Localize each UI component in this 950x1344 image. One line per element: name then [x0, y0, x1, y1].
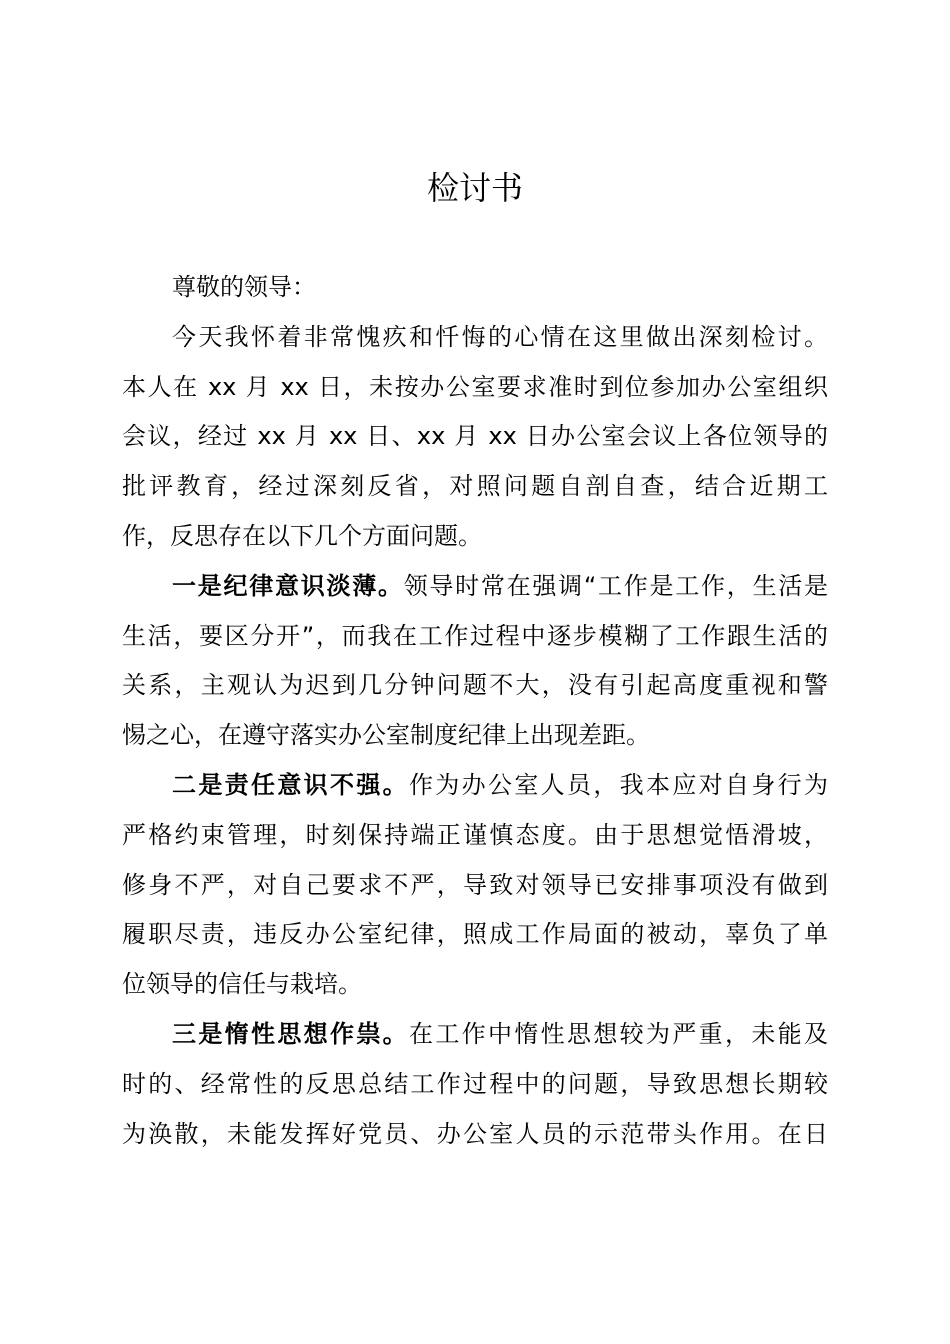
paragraph-line — [122, 313, 828, 363]
line-text: 时的、经常性的反思总结工作过程中的问题，导致思想长期较 — [122, 1069, 828, 1098]
paragraph-line — [122, 612, 828, 662]
paragraph-line — [122, 462, 828, 512]
paragraph-lead: 二是责任意识不强。 — [172, 770, 409, 799]
line-text: 在工作中惰性思想较为严重，未能及 — [409, 1019, 828, 1048]
document-title: 检讨书 — [426, 169, 523, 207]
paragraph-line — [122, 562, 828, 612]
paragraph-lead: 一是纪律意识淡薄。 — [172, 571, 404, 600]
line-text: 严格约束管理，时刻保持端正谨慎态度。由于思想觉悟滑坡， — [122, 820, 828, 849]
paragraph-line — [122, 960, 828, 1010]
paragraph-line — [122, 1010, 828, 1060]
paragraph-line — [122, 861, 828, 911]
line-text: 关系，主观认为迟到几分钟问题不大，没有引起高度重视和警 — [122, 671, 828, 700]
paragraph-lead: 三是惰性思想作祟。 — [172, 1019, 409, 1048]
line-text: 惕之心，在遵守落实办公室制度纪律上出现差距。 — [122, 721, 650, 750]
document-body — [122, 263, 828, 1159]
line-text: 作，反思存在以下几个方面问题。 — [122, 521, 482, 550]
line-text: 履职尽责，违反办公室纪律，照成工作局面的被动，辜负了单 — [122, 920, 828, 949]
paragraph-line — [122, 412, 828, 462]
paragraph-line — [122, 363, 828, 413]
paragraph-line — [122, 711, 828, 761]
line-text: 本人在 xx 月 xx 日，未按办公室要求准时到位参加办公室组织 — [122, 372, 828, 401]
line-text: 为涣散，未能发挥好党员、办公室人员的示范带头作用。在日 — [122, 1119, 828, 1148]
paragraph-line — [122, 512, 828, 562]
paragraph — [122, 761, 828, 1010]
paragraph-line — [122, 910, 828, 960]
paragraph — [122, 1010, 828, 1159]
line-text: 位领导的信任与栽培。 — [122, 970, 362, 999]
line-text: 领导时常在强调“工作是工作，生活是 — [403, 571, 828, 600]
paragraph — [122, 562, 828, 761]
line-text: 今天我怀着非常愧疚和忏悔的心情在这里做出深刻检讨。 — [172, 322, 828, 351]
salutation: 尊敬的领导： — [172, 273, 316, 301]
line-text: 生活，要区分开”，而我在工作过程中逐步模糊了工作跟生活的 — [122, 621, 828, 650]
line-text: 作为办公室人员，我本应对自身行为 — [409, 770, 828, 799]
line-text: 修身不严，对自己要求不严，导致对领导已安排事项没有做到 — [122, 870, 828, 899]
line-text: 批评教育，经过深刻反省，对照问题自剖自查，结合近期工 — [122, 472, 828, 501]
paragraph — [122, 313, 828, 562]
paragraph-line — [122, 811, 828, 861]
paragraph-line — [122, 761, 828, 811]
paragraph-line — [122, 1060, 828, 1110]
line-text: 会议，经过 xx 月 xx 日、xx 月 xx 日办公室会议上各位领导的 — [122, 422, 828, 451]
paragraph-line — [122, 1110, 828, 1160]
paragraph-line — [122, 661, 828, 711]
